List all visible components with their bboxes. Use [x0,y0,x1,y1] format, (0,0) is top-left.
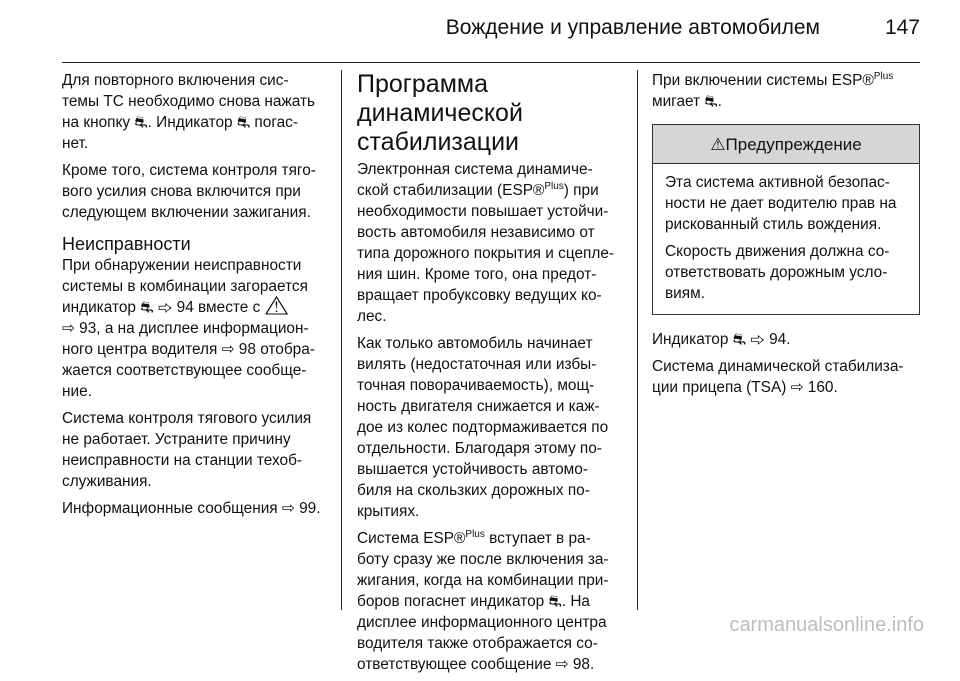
page-title: Вождение и управление автомобилем [445,16,820,39]
paragraph-esp-activation: Система ESP®$^{Plus}$ вступает в ра- боту сразу же после включения за- жигания, когда на комбинации при- боров погаснет индикатор ⛐. На дисплее информационного центра водителя также отображается со- ответствующее сообщение ⇨ 98. [357,528,609,673]
paragraph-indicator-ref: Индикатор ⛐ ⇨ 94. [652,331,791,348]
paragraph-tc-not-working: Система контроля тягового усилия не работает. Устраните причину неисправности на станции техоб- служивания. [62,410,312,490]
paragraph-esp-blink: При включении системы ESP®$^{Plus}$ мигает ⛐. [652,70,894,110]
paragraph-tsa: Система динамической стабилиза- ции прицепа (TSA) ⇨ 160. [652,358,904,396]
column-3 [652,70,920,404]
paragraph-reactivate: Для повторного включения сис- темы ТС необходимо снова нажать на кнопку ⛐. Индикатор ⛐ погас- нет. [62,72,316,152]
column-divider-1 [341,70,342,610]
paragraph-info-messages: Информационные сообщения ⇨ 99. [62,500,321,517]
column-2 [357,70,623,681]
heading-faults: Неисправности [62,234,191,254]
warning-paragraph-2: Скорость движения должна со- ответствовать дорожным усло- виям. [665,243,890,302]
page-number: 147 [884,16,920,39]
paragraph-fault-detect: При обнаружении неисправности системы в комбинации загорается индикатор ⛐ ⇨ 94 вместе с ⚠ ⇨ 93, а на дисплее информацион- ного центра водителя ⇨ 98 отобра- жается соответствующее сообще- ние. [62,257,315,400]
watermark: carmanualsonline.info [729,614,924,636]
paragraph-esp-skid: Как только автомобиль начинает вилять (недостаточная или избы- точная поворачиваемость), мощ- ность двигателя снижается и каж- дое из колес подтормаживается по отдельности. Благодаря этому по- вышается устойчивость автомо- биля на скользких дорожных по- крытиях. [357,335,609,520]
column-1 [62,70,325,525]
warning-paragraph-1: Эта система активной безопас- ности не дает водителю прав на рискованный стиль вождения. [665,174,897,233]
column-divider-2 [637,70,638,610]
warning-box [652,124,920,315]
paragraph-esp-intro: Электронная система динамиче- ской стабилизации (ESP®$^{Plus}$) при необходимости повышает устойчи- вость автомобиля независимо от типа дорожного покрытия и сцепле- ния шин. Кроме того, она предот- вращает пробуксовку ведущих ко- лес. [357,161,615,325]
warning-body [653,164,919,314]
page-header [62,0,920,63]
paragraph-ignition: Кроме того, система контроля тяго- вого усилия снова включится при следующем включении зажигания. [62,162,316,221]
warning-title: ⚠Предупреждение [653,125,919,164]
heading-esp: Программа динамической стабилизации [357,70,523,156]
